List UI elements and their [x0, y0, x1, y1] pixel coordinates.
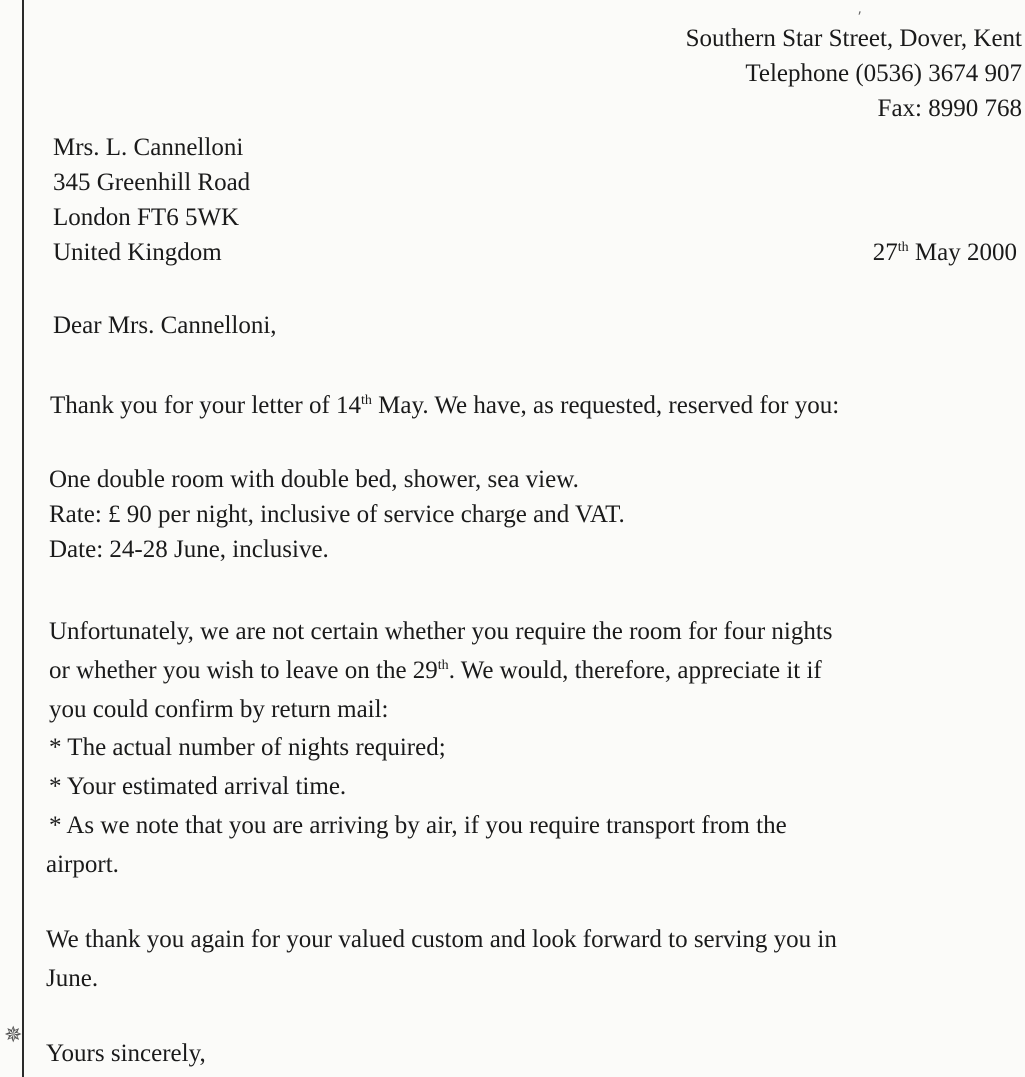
date-day: 27: [872, 239, 898, 266]
reservation-dates: Date: 24-28 June, inclusive.: [49, 536, 329, 563]
bullet-item-3-line-2: airport.: [46, 851, 119, 878]
request-line-3: you could confirm by return mail:: [49, 696, 389, 723]
sender-fax: Fax: 8990 768: [877, 95, 1022, 122]
reservation-room: One double room with double bed, shower, sea view.: [49, 466, 579, 493]
signoff: Yours sincerely,: [46, 1040, 206, 1067]
date-suffix: th: [897, 240, 909, 255]
scan-speck-icon: ✵: [4, 1022, 23, 1047]
recipient-city: London FT6 5WK: [53, 204, 240, 231]
closing-line-1: We thank you again for your valued custom and look forward to serving you in: [46, 926, 837, 953]
bullet-item-1: * The actual number of nights required;: [49, 734, 446, 761]
closing-line-2: June.: [46, 965, 99, 992]
intro-suffix: th: [361, 393, 372, 408]
intro-after: May. We have, as requested, reserved for you:: [371, 392, 840, 419]
bullet-item-3-line-1: * As we note that you are arriving by air, if you require transport from the: [49, 812, 787, 839]
date-rest: May 2000: [908, 239, 1017, 266]
sender-street: Southern Star Street, Dover, Kent: [685, 25, 1022, 52]
reservation-rate: Rate: £ 90 per night, inclusive of service charge and VAT.: [49, 501, 625, 528]
request-line-2-before: or whether you wish to leave on the 29: [49, 657, 438, 684]
request-line-2-after: . We would, therefore, appreciate it if: [448, 657, 822, 684]
request-line-1: Unfortunately, we are not certain whether you require the room for four nights: [49, 618, 833, 645]
request-line-2: [49, 653, 822, 688]
letter-date: [873, 235, 1017, 270]
recipient-country: United Kingdom: [53, 239, 222, 266]
scan-margin-line: [22, 0, 24, 1077]
recipient-name: Mrs. L. Cannelloni: [53, 134, 244, 161]
intro-before: Thank you for your letter of 14: [50, 392, 362, 419]
sender-telephone: Telephone (0536) 3674 907: [745, 60, 1022, 87]
intro-paragraph: [50, 388, 839, 423]
bullet-item-2: * Your estimated arrival time.: [49, 773, 347, 800]
request-line-2-suffix: th: [437, 658, 449, 673]
recipient-street: 345 Greenhill Road: [53, 169, 251, 196]
scan-speck-top: ⸴: [858, 4, 862, 19]
salutation: Dear Mrs. Cannelloni,: [53, 312, 277, 339]
